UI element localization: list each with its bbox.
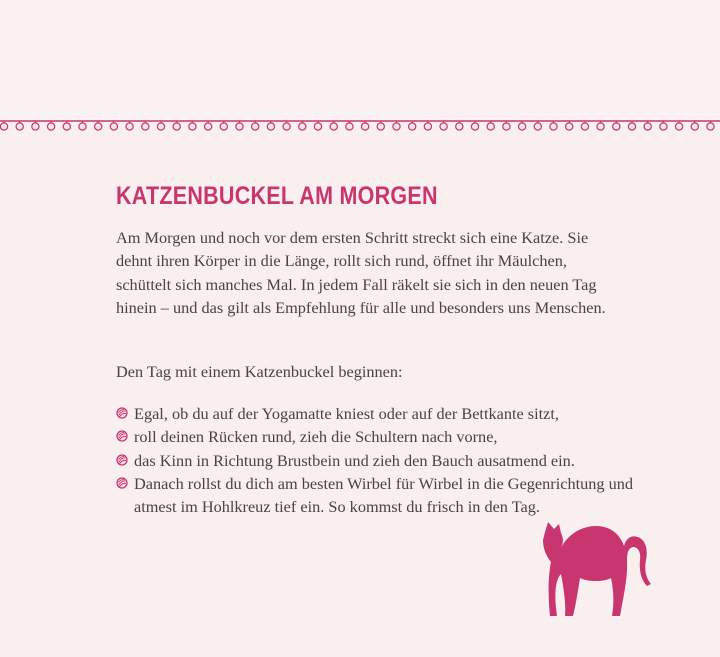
yarn-bead <box>424 121 431 130</box>
yarn-bead <box>628 121 635 130</box>
yarn-bead <box>597 121 604 130</box>
step-text: roll deinen Rücken rund, zieh die Schultern nach vorne, <box>134 427 498 447</box>
yarn-bead <box>142 121 149 130</box>
yarn-ball-icon <box>116 454 128 466</box>
yarn-bead <box>471 121 478 130</box>
yarn-bead <box>0 121 7 130</box>
steps-intro: Den Tag mit einem Katzenbuckel beginnen: <box>116 362 403 381</box>
yarn-bead <box>314 121 321 130</box>
arched-cat-icon <box>540 520 652 622</box>
yarn-bead <box>519 121 526 130</box>
yarn-bead <box>63 121 70 130</box>
yarn-bead <box>566 121 573 130</box>
yarn-bead <box>330 121 337 130</box>
list-item <box>116 425 636 448</box>
yarn-bead <box>393 121 400 130</box>
yarn-bead <box>126 121 133 130</box>
yarn-bead <box>189 121 196 130</box>
yarn-bead <box>487 121 494 130</box>
page-title: KATZENBUCKEL AM MORGEN <box>116 182 438 210</box>
yarn-bead <box>79 121 86 130</box>
yarn-bead <box>173 121 180 130</box>
yarn-ball-icon <box>116 430 128 442</box>
yarn-bead <box>409 121 416 130</box>
yarn-ball-icon <box>116 477 128 489</box>
step-text: das Kinn in Richtung Brustbein und zieh den Bauch ausatmend ein. <box>134 450 575 470</box>
yarn-bead <box>32 121 39 130</box>
yarn-bead <box>707 121 714 130</box>
yarn-bead <box>377 121 384 130</box>
step-text: Danach rollst du dich am besten Wirbel für Wirbel in die Gegenrichtung und atmest im Hohlkreuz tief ein. So kommst du frisch in den Tag. <box>134 473 634 517</box>
yarn-bead <box>236 121 243 130</box>
yarn-bead <box>503 121 510 130</box>
yarn-bead <box>283 121 290 130</box>
yarn-bead <box>205 121 212 130</box>
yarn-bead <box>691 121 698 130</box>
yarn-bead <box>252 121 259 130</box>
yarn-bead <box>581 121 588 130</box>
yarn-bead <box>157 121 164 130</box>
top-band <box>0 0 720 132</box>
yarn-ball-divider <box>0 116 720 136</box>
list-item <box>116 402 636 425</box>
steps-list <box>116 402 636 518</box>
yarn-bead <box>613 121 620 130</box>
yarn-bead <box>267 121 274 130</box>
yarn-bead <box>16 121 23 130</box>
intro-paragraph: Am Morgen und noch vor dem ersten Schritt streckt sich eine Katze. Sie dehnt ihren Körper in die Länge, rollt sich rund, öffnet ihr Mäulchen, schüttelt sich manches Mal. In jedem Fall räkelt sie sich in den neuen Tag hinein – und das gilt als Empfehlung für alle und besonders uns Menschen. <box>116 228 606 317</box>
yarn-bead <box>456 121 463 130</box>
yarn-bead <box>220 121 227 130</box>
yarn-bead <box>48 121 55 130</box>
yarn-bead <box>676 121 683 130</box>
yarn-bead <box>534 121 541 130</box>
yarn-bead <box>440 121 447 130</box>
list-item <box>116 449 636 472</box>
yarn-bead <box>110 121 117 130</box>
yarn-bead <box>346 121 353 130</box>
yarn-bead <box>299 121 306 130</box>
yarn-bead <box>550 121 557 130</box>
yarn-bead <box>362 121 369 130</box>
step-text: Egal, ob du auf der Yogamatte kniest oder auf der Bettkante sitzt, <box>134 404 560 423</box>
yarn-ball-icon <box>116 407 128 419</box>
yarn-bead <box>95 121 102 130</box>
yarn-bead <box>660 121 667 130</box>
yarn-bead <box>644 121 651 130</box>
list-item <box>116 472 636 519</box>
